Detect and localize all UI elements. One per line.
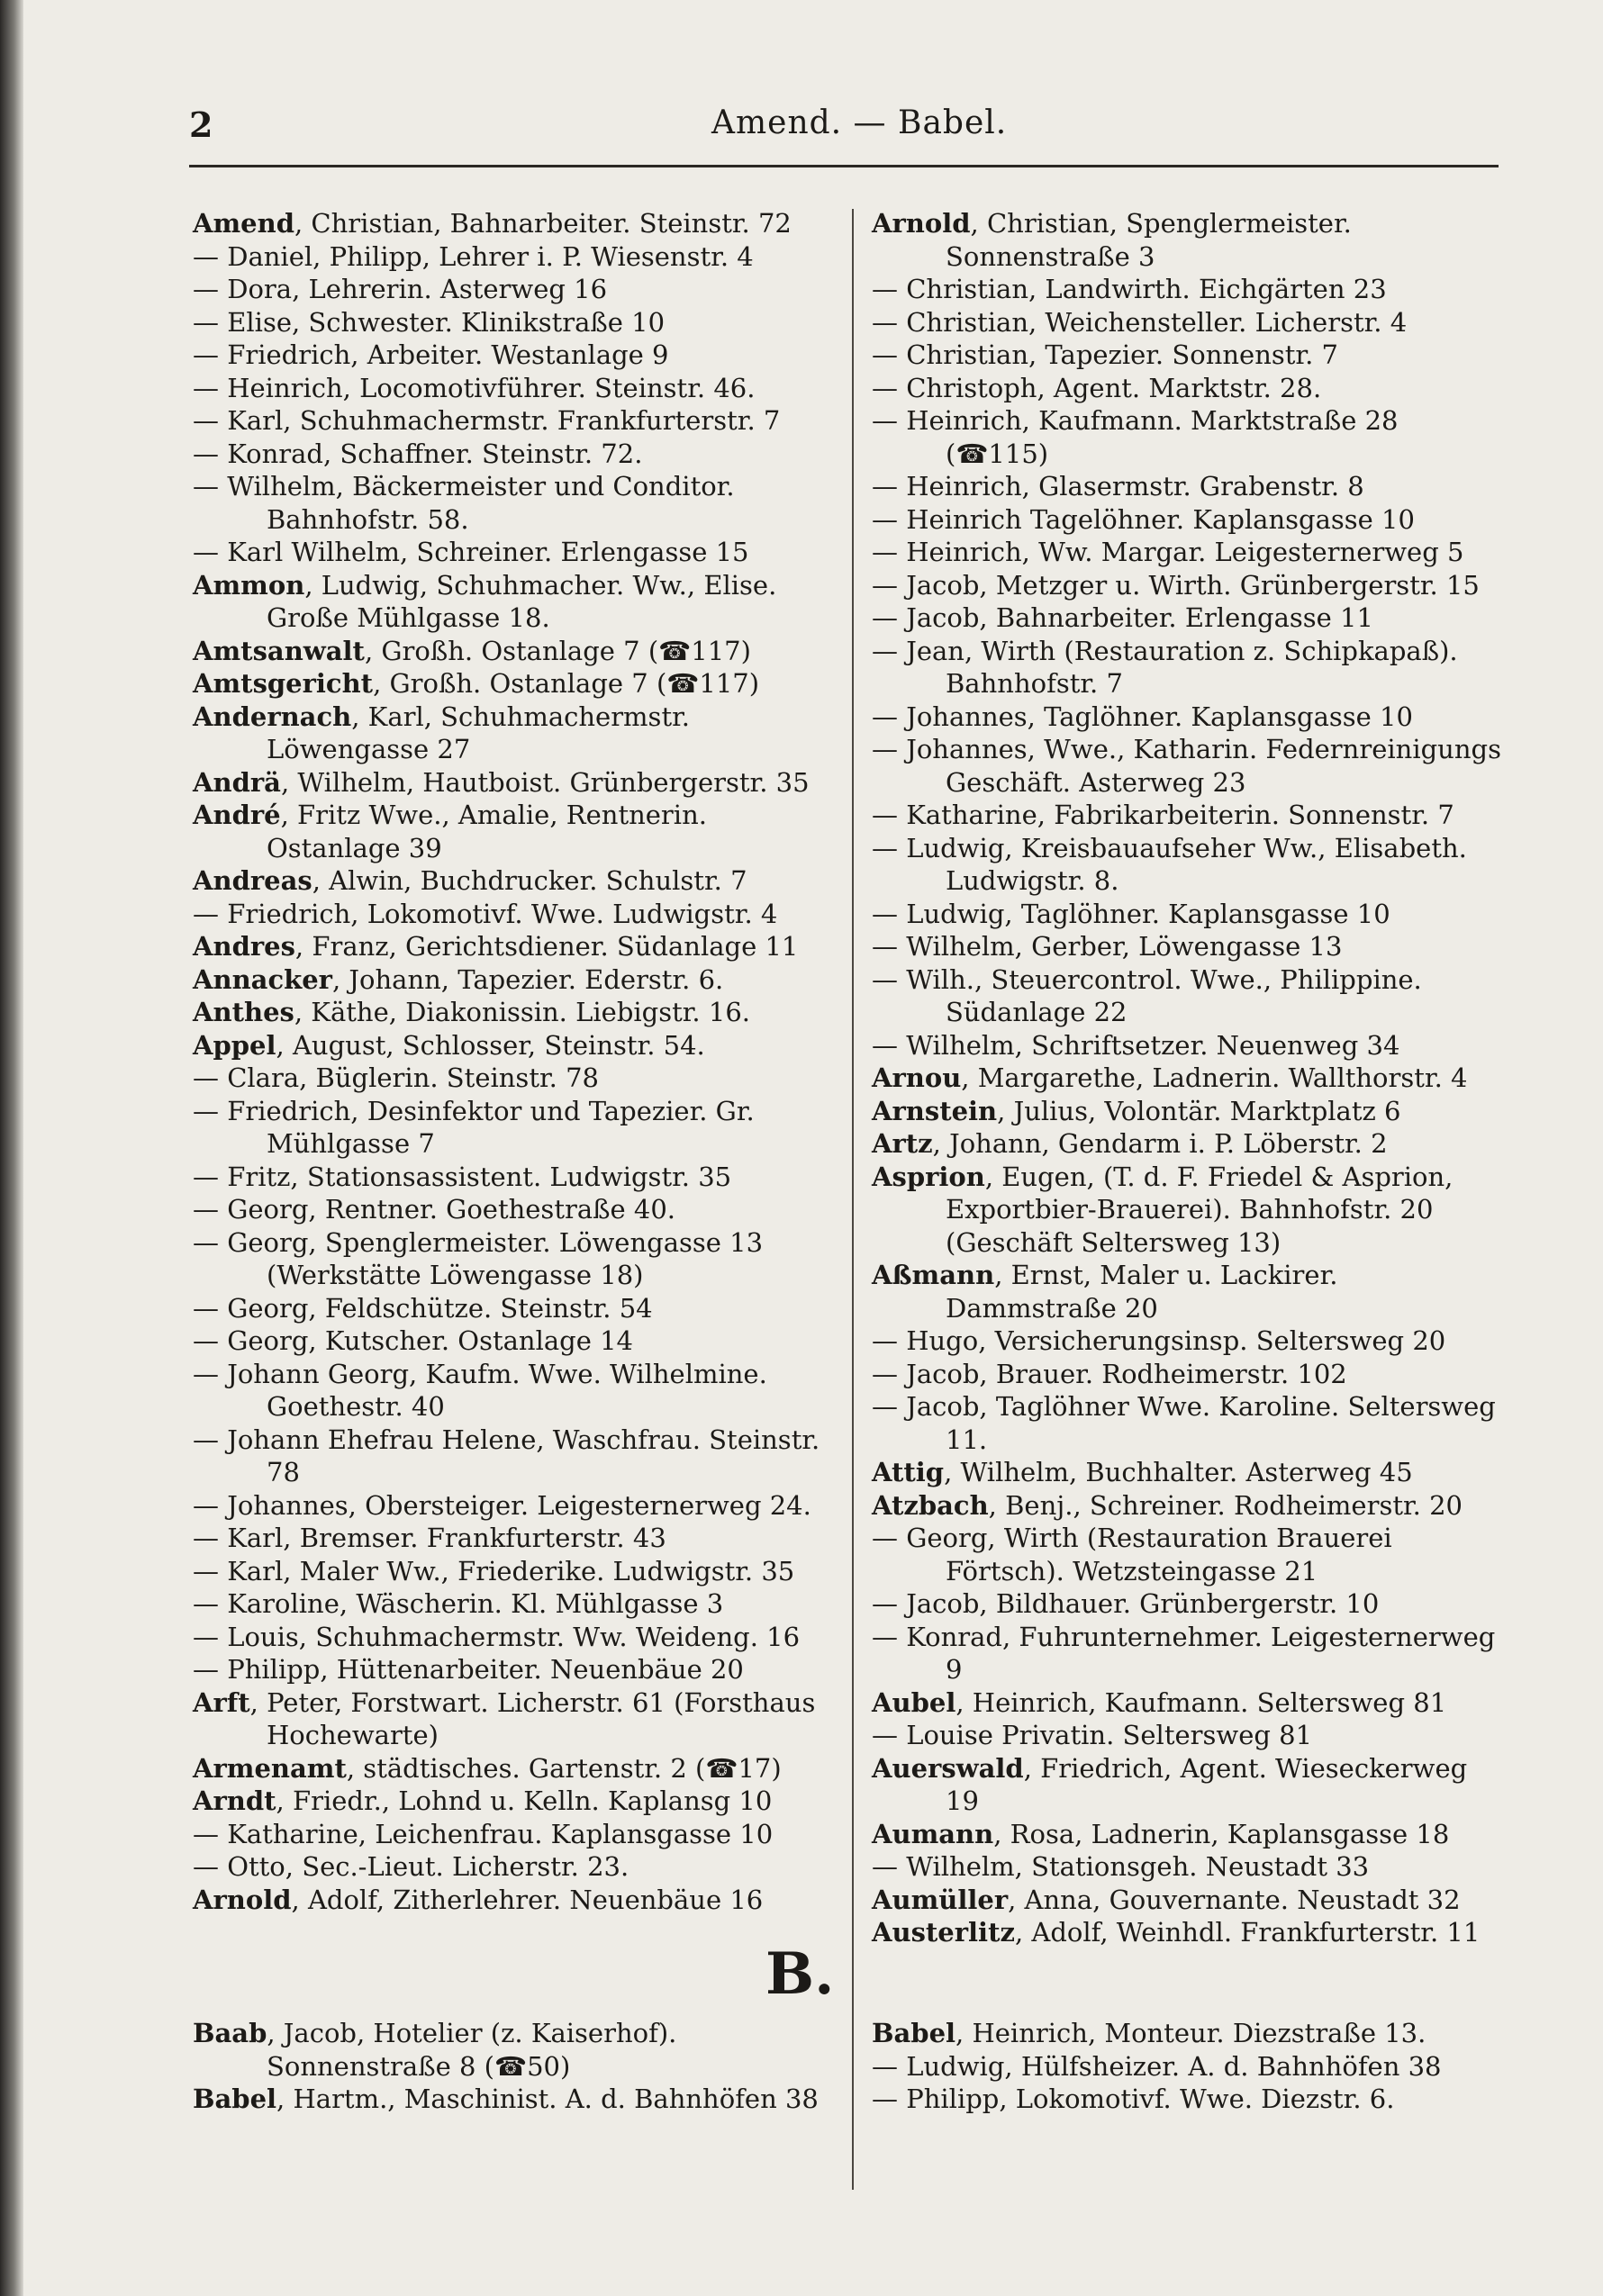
directory-entry: Aßmann, Ernst, Maler u. Lackirer. Dammstraße 20	[872, 1260, 1338, 1324]
directory-entry: Armenamt, städtisches. Gartenstr. 2 (☎17)	[193, 1752, 782, 1784]
directory-entry: Asprion, Eugen, (T. d. F. Friedel & Asprion, Exportbier-Brauerei). Bahnhofstr. 20 (Geschäft Seltersweg 13)	[872, 1161, 1454, 1258]
column-divider	[852, 209, 854, 2190]
right-column	[872, 207, 1504, 1949]
directory-entry: Arnou, Margarethe, Ladnerin. Wallthorstr. 4	[872, 1062, 1468, 1093]
directory-entry: — Christian, Weichensteller. Licherstr. 4	[872, 306, 1408, 338]
directory-entry: Babel, Heinrich, Monteur. Diezstraße 13.	[872, 2018, 1426, 2048]
directory-entry: — Johannes, Obersteiger. Leigesternerweg 24.	[193, 1489, 811, 1521]
directory-entry: — Heinrich, Locomotivführer. Steinstr. 46.	[193, 372, 756, 403]
directory-entry: — Karl, Maler Ww., Friederike. Ludwigstr. 35	[193, 1555, 795, 1586]
directory-entry: — Christian, Tapezier. Sonnenstr. 7	[872, 339, 1338, 370]
directory-entry: Andrä, Wilhelm, Hautboist. Grünbergerstr. 35	[193, 766, 810, 798]
directory-entry: — Karl, Bremser. Frankfurterstr. 43	[193, 1523, 666, 1553]
directory-entry: — Georg, Spenglermeister. Löwengasse 13 (Werkstätte Löwengasse 18)	[193, 1226, 764, 1290]
directory-entry: — Jacob, Bahnarbeiter. Erlengasse 11	[872, 602, 1373, 633]
directory-entry: — Philipp, Lokomotivf. Wwe. Diezstr. 6.	[872, 2084, 1395, 2114]
directory-entry: — Daniel, Philipp, Lehrer i. P. Wiesenstr. 4	[193, 240, 754, 272]
directory-entry: — Jean, Wirth (Restauration z. Schipkapaß). Bahnhofstr. 7	[872, 635, 1458, 699]
directory-entry: — Christian, Landwirth. Eichgärten 23	[872, 274, 1387, 304]
directory-entry: Attig, Wilhelm, Buchhalter. Asterweg 45	[872, 1457, 1413, 1487]
directory-entry: — Dora, Lehrerin. Asterweg 16	[193, 274, 608, 304]
directory-entry: — Jacob, Metzger u. Wirth. Grünbergerstr. 15	[872, 569, 1480, 601]
directory-entry: Amtsgericht, Großh. Ostanlage 7 (☎117)	[193, 668, 760, 699]
directory-entry: Babel, Hartm., Maschinist. A. d. Bahnhöfen 38	[193, 2084, 819, 2114]
directory-entry: Amtsanwalt, Großh. Ostanlage 7 (☎117)	[193, 635, 751, 666]
directory-entry: Atzbach, Benj., Schreiner. Rodheimerstr. 20	[872, 1489, 1463, 1521]
directory-entry: — Georg, Rentner. Goethestraße 40.	[193, 1194, 675, 1225]
directory-entry: — Philipp, Hüttenarbeiter. Neuenbäue 20	[193, 1654, 744, 1685]
directory-entry: Ammon, Ludwig, Schuhmacher. Ww., Elise. Große Mühlgasse 18.	[193, 569, 777, 633]
directory-entry: — Georg, Wirth (Restauration Brauerei Förtsch). Wetzsteingasse 21	[872, 1523, 1392, 1586]
directory-entry: — Katharine, Leichenfrau. Kaplansgasse 10	[193, 1818, 774, 1849]
directory-entry: — Heinrich Tagelöhner. Kaplansgasse 10	[872, 503, 1415, 535]
directory-entry: — Heinrich, Ww. Margar. Leigesternerweg 5	[872, 537, 1464, 567]
directory-entry: Auerswald, Friedrich, Agent. Wieseckerweg 19	[872, 1752, 1468, 1816]
directory-entry: — Wilhelm, Bäckermeister und Conditor. Bahnhofstr. 58.	[193, 471, 735, 535]
b-left-column	[193, 2017, 832, 2116]
directory-entry: Austerlitz, Adolf, Weinhdl. Frankfurterstr. 11	[872, 1917, 1481, 1948]
directory-entry: — Heinrich, Kaufmann. Marktstraße 28 (☎115)	[872, 405, 1399, 469]
directory-entry: Andres, Franz, Gerichtsdiener. Südanlage 11	[193, 931, 799, 962]
directory-entry: — Karoline, Wäscherin. Kl. Mühlgasse 3	[193, 1588, 724, 1619]
directory-entry: Arnstein, Julius, Volontär. Marktplatz 6	[872, 1095, 1401, 1126]
directory-entry: Amend, Christian, Bahnarbeiter. Steinstr. 72	[193, 208, 792, 239]
directory-entry: — Friedrich, Lokomotivf. Wwe. Ludwigstr. 4	[193, 898, 778, 929]
directory-entry: Aumüller, Anna, Gouvernante. Neustadt 32	[872, 1884, 1461, 1915]
directory-entry: — Johannes, Taglöhner. Kaplansgasse 10	[872, 701, 1413, 732]
directory-entry: Andernach, Karl, Schuhmachermstr. Löwengasse 27	[193, 701, 690, 764]
section-letter: B.	[765, 1940, 835, 2008]
directory-entry: Andreas, Alwin, Buchdrucker. Schulstr. 7	[193, 865, 747, 896]
directory-entry: — Hugo, Versicherungsinsp. Seltersweg 20	[872, 1325, 1446, 1356]
directory-entry: André, Fritz Wwe., Amalie, Rentnerin. Ostanlage 39	[193, 800, 707, 863]
directory-entry: Arnold, Adolf, Zitherlehrer. Neuenbäue 16	[193, 1884, 764, 1915]
directory-entry: — Jacob, Brauer. Rodheimerstr. 102	[872, 1358, 1347, 1389]
directory-entry: — Konrad, Schaffner. Steinstr. 72.	[193, 438, 643, 469]
running-title: Amend. — Babel.	[711, 104, 1008, 141]
directory-entry: — Katharine, Fabrikarbeiterin. Sonnenstr. 7	[872, 800, 1454, 830]
header-rule	[189, 165, 1499, 167]
directory-entry: — Friedrich, Desinfektor und Tapezier. Gr. Mühlgasse 7	[193, 1095, 755, 1159]
directory-entry: — Wilhelm, Gerber, Löwengasse 13	[872, 931, 1343, 962]
directory-entry: Arft, Peter, Forstwart. Licherstr. 61 (Forsthaus Hochewarte)	[193, 1686, 816, 1750]
directory-entry: — Wilhelm, Stationsgeh. Neustadt 33	[872, 1851, 1370, 1882]
directory-entry: Artz, Johann, Gendarm i. P. Löberstr. 2	[872, 1128, 1388, 1159]
b-right-column	[872, 2017, 1504, 2116]
directory-entry: — Johann Ehefrau Helene, Waschfrau. Steinstr. 78	[193, 1424, 820, 1487]
directory-entry: — Clara, Büglerin. Steinstr. 78	[193, 1062, 599, 1093]
directory-entry: Annacker, Johann, Tapezier. Ederstr. 6.	[193, 963, 724, 995]
column-divider-b	[852, 2019, 854, 2145]
directory-entry: — Elise, Schwester. Klinikstraße 10	[193, 306, 666, 338]
directory-entry: — Ludwig, Kreisbauaufseher Ww., Elisabeth. Ludwigstr. 8.	[872, 832, 1467, 896]
directory-entry: — Friedrich, Arbeiter. Westanlage 9	[193, 339, 669, 370]
directory-entry: — Johann Georg, Kaufm. Wwe. Wilhelmine. Goethestr. 40	[193, 1358, 767, 1422]
directory-entry: — Louise Privatin. Seltersweg 81	[872, 1720, 1313, 1750]
directory-entry: Appel, August, Schlosser, Steinstr. 54.	[193, 1029, 705, 1061]
directory-entry: — Jacob, Taglöhner Wwe. Karoline. Seltersweg 11.	[872, 1391, 1496, 1455]
directory-entry: — Karl Wilhelm, Schreiner. Erlengasse 15	[193, 537, 749, 567]
directory-entry: — Christoph, Agent. Marktstr. 28.	[872, 372, 1322, 403]
directory-entry: — Fritz, Stationsassistent. Ludwigstr. 35	[193, 1161, 732, 1192]
directory-entry: Aubel, Heinrich, Kaufmann. Seltersweg 81	[872, 1686, 1447, 1718]
directory-entry: Aumann, Rosa, Ladnerin, Kaplansgasse 18	[872, 1818, 1450, 1849]
page-number: 2	[189, 104, 213, 145]
directory-entry: — Wilhelm, Schriftsetzer. Neuenweg 34	[872, 1029, 1400, 1061]
directory-entry: — Georg, Feldschütze. Steinstr. 54	[193, 1292, 653, 1324]
directory-entry: — Wilh., Steuercontrol. Wwe., Philippine. Südanlage 22	[872, 963, 1422, 1027]
directory-entry: — Karl, Schuhmachermstr. Frankfurterstr. 7	[193, 405, 781, 436]
directory-entry: — Heinrich, Glasermstr. Grabenstr. 8	[872, 471, 1364, 502]
directory-entry: — Georg, Kutscher. Ostanlage 14	[193, 1325, 633, 1356]
directory-entry: Baab, Jacob, Hotelier (z. Kaiserhof). Sonnenstraße 8 (☎50)	[193, 2018, 677, 2082]
directory-entry: — Ludwig, Taglöhner. Kaplansgasse 10	[872, 898, 1390, 929]
directory-entry: — Konrad, Fuhrunternehmer. Leigesternerweg 9	[872, 1621, 1496, 1685]
directory-entry: Arndt, Friedr., Lohnd u. Kelln. Kaplansg 10	[193, 1785, 773, 1816]
directory-entry: Anthes, Käthe, Diakonissin. Liebigstr. 16.	[193, 997, 750, 1027]
directory-entry: — Ludwig, Hülfsheizer. A. d. Bahnhöfen 38	[872, 2050, 1442, 2082]
directory-entry: — Johannes, Wwe., Katharin. Federnreinigungs Geschäft. Asterweg 23	[872, 734, 1501, 798]
directory-entry: — Otto, Sec.-Lieut. Licherstr. 23.	[193, 1851, 629, 1882]
left-column	[193, 207, 832, 1916]
directory-entry: — Louis, Schuhmachermstr. Ww. Weideng. 16	[193, 1621, 801, 1652]
directory-entry: — Jacob, Bildhauer. Grünbergerstr. 10	[872, 1588, 1380, 1619]
page-binding-edge	[0, 0, 23, 2296]
directory-entry: Arnold, Christian, Spenglermeister. Sonnenstraße 3	[872, 208, 1352, 272]
